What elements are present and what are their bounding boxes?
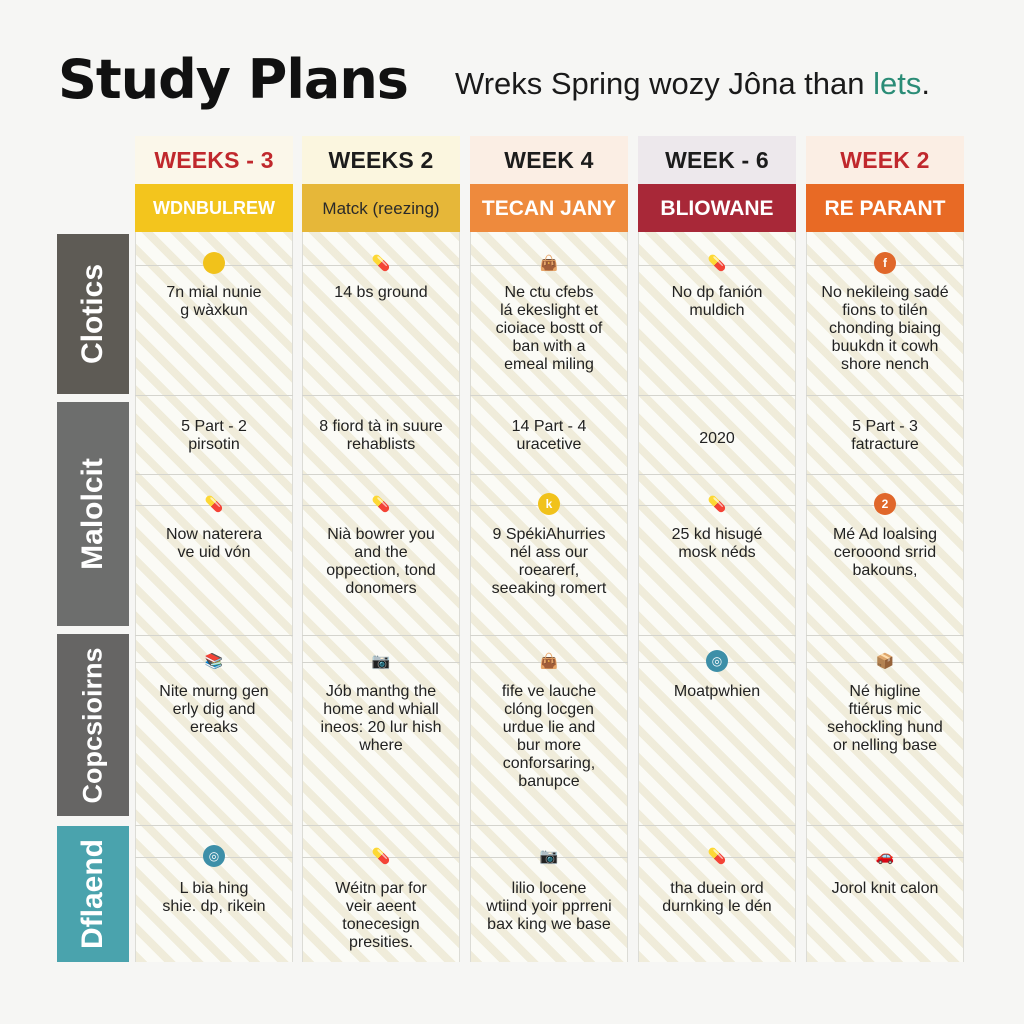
row-divider: [302, 395, 460, 396]
car-icon: 🚗: [875, 848, 895, 865]
row-divider: [135, 635, 293, 636]
row-label: [57, 826, 129, 962]
bag-icon: 👜: [539, 255, 559, 272]
pill-icon: 💊: [707, 496, 727, 513]
row-divider: [638, 395, 796, 396]
row-label-text: Clotics: [76, 263, 109, 365]
plan-cell-text: Moatpwhien: [673, 683, 761, 700]
camera-icon: 📷: [371, 653, 391, 670]
plan-cell-text: Mé Ad loalsing cerooond srrid bakouns,: [832, 526, 938, 579]
plan-cell-text: lilio locene wtiind yoir pprreni bax king we base: [486, 880, 612, 933]
column-topic-band: WDNBULREW: [135, 184, 293, 232]
plan-cell-text: 5 Part - 2 pirsotin: [181, 418, 247, 453]
plan-cell-text: 9 SpékiAhurries nél ass our roearerf, seeaking romert: [491, 526, 607, 597]
plan-cell-text: Nite murng gen erly dig and ereaks: [159, 683, 269, 736]
plan-cell-text: No dp fanión muldich: [671, 284, 763, 319]
plan-cell-text: 14 bs ground: [334, 284, 428, 301]
row-divider: [135, 395, 293, 396]
plan-cell-text: tha duein ord durnking le dén: [662, 880, 772, 915]
row-divider: [638, 635, 796, 636]
camera-icon: 📷: [539, 848, 559, 865]
row-divider: [806, 635, 964, 636]
row-divider: [806, 825, 964, 826]
subtitle-end: .: [921, 66, 930, 101]
row-divider: [470, 474, 628, 475]
pill-icon: 💊: [371, 848, 391, 865]
plan-cell-text: 2020: [699, 430, 735, 447]
column-week-header: WEEKS - 3: [135, 136, 293, 184]
orange-dot-icon: 2: [874, 493, 896, 515]
plan-cell-text: 8 fiord tà in suure rehablists: [319, 418, 443, 453]
page-title: Study Plans: [58, 48, 408, 111]
plan-cell-text: Né higline ftiérus mic sehockling hund or nelling base: [827, 683, 943, 754]
row-label-text: Copcsioirns: [77, 646, 108, 804]
plan-cell-text: No nekileing sadé fions to tilén chonding biaing buukdn it cowh shore nench: [821, 284, 949, 373]
column-topic-band: RE PARANT: [806, 184, 964, 232]
row-divider: [135, 825, 293, 826]
column-topic-band: TECAN JANY: [470, 184, 628, 232]
column-topic-band: BLIOWANE: [638, 184, 796, 232]
row-label: [57, 234, 129, 394]
plan-cell-text: fife ve lauche clóng locgen urdue lie and bur more conforsaring, banupce: [501, 683, 597, 790]
column-week-header: WEEK 2: [806, 136, 964, 184]
orange-dot-icon: f: [874, 252, 896, 274]
subtitle-accent: lets: [873, 66, 922, 101]
row-divider: [470, 825, 628, 826]
pill-icon: 💊: [707, 848, 727, 865]
column-week-header: WEEK - 6: [638, 136, 796, 184]
yellow-dot-icon: [203, 252, 225, 274]
row-label: [57, 634, 129, 816]
plan-cell-text: 5 Part - 3 fatracture: [851, 418, 919, 453]
pill-icon: 💊: [371, 496, 391, 513]
yellow-dot-icon: k: [538, 493, 560, 515]
swirl-icon: ◎: [706, 650, 728, 672]
plan-cell-text: 14 Part - 4 uracetive: [511, 418, 587, 453]
plan-cell-text: L bia hing shie. dp, rikein: [162, 880, 266, 915]
subtitle-main: Wrеks Spring wozy Jôna than: [455, 66, 874, 101]
row-divider: [302, 474, 460, 475]
pill-icon: 💊: [707, 255, 727, 272]
row-divider: [806, 474, 964, 475]
plan-cell-text: Jób manthg the home and whiall ineos: 20 lur hish where: [320, 683, 442, 754]
column-week-header: WEEKS 2: [302, 136, 460, 184]
plan-cell-text: 25 kd hisugé mosk néds: [671, 526, 763, 561]
row-divider: [135, 474, 293, 475]
plan-cell-text: Jorol knit calon: [831, 880, 939, 897]
row-label: [57, 402, 129, 626]
row-label-text: Malolcit: [76, 458, 109, 570]
plan-cell-text: Nià bowrer you and the oppection, tond donomers: [326, 526, 436, 597]
row-label-text: Dflaend: [76, 838, 110, 950]
swirl-icon: ◎: [203, 845, 225, 867]
plan-cell-text: Ne ctu cfebs lá ekeslight et cioiace bostt of ban with a emeal miling: [495, 284, 603, 373]
row-divider: [806, 395, 964, 396]
book-icon: 📚: [204, 653, 224, 670]
pill-icon: 💊: [371, 255, 391, 272]
page-subtitle: [455, 66, 930, 102]
column-topic-band: Matck (reezing): [302, 184, 460, 232]
row-divider: [302, 635, 460, 636]
row-divider: [638, 825, 796, 826]
column-week-header: WEEK 4: [470, 136, 628, 184]
row-divider: [638, 474, 796, 475]
plan-cell-text: Wéitn par for veir aeent tonecesign presities.: [335, 880, 427, 951]
box-icon: 📦: [875, 653, 895, 670]
plan-cell-text: Now naterera ve uid vón: [165, 526, 263, 561]
row-divider: [302, 825, 460, 826]
pill-icon: 💊: [204, 496, 224, 513]
row-divider: [470, 395, 628, 396]
bag-icon: 👜: [539, 653, 559, 670]
plan-cell-text: 7n mial nunie g wàxkun: [166, 284, 262, 319]
row-divider: [470, 635, 628, 636]
